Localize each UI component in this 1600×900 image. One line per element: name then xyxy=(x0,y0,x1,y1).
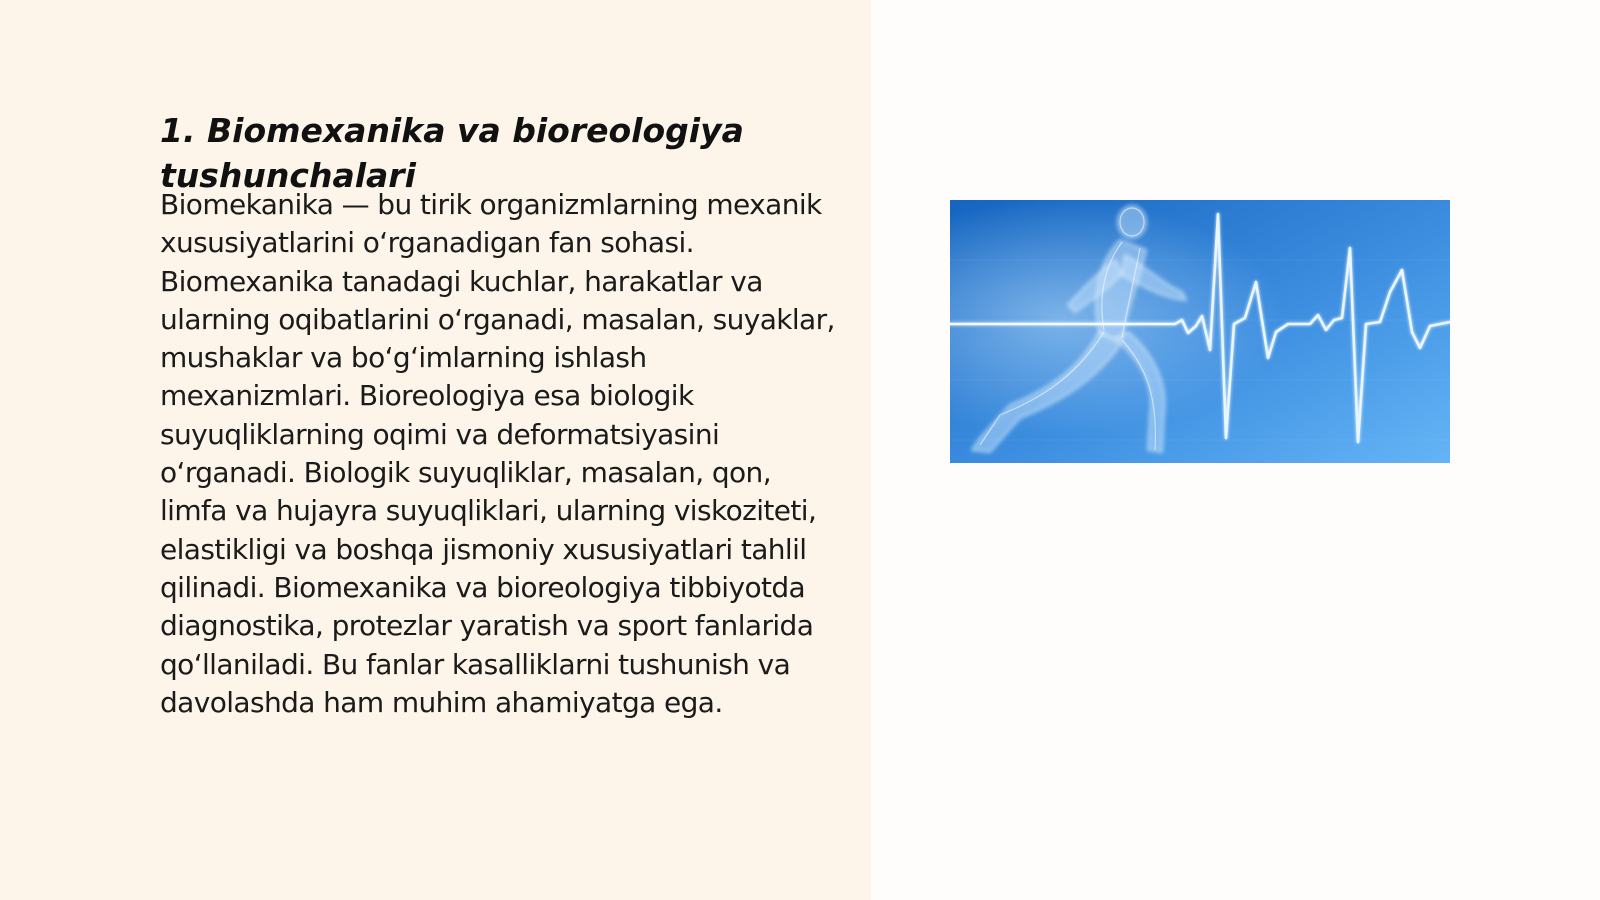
slide-body-text: Biomekanika — bu tirik organizmlarning mexanik xususiyatlarini o‘rganadigan fan sohasi. Biomexanika tanadagi kuchlar, harakatlar va ularning oqibatlarini o‘rganadi, masalan, suyaklar, mushaklar va bo‘g‘imlarning ishlash mexanizmlari. Bioreologiya esa biologik suyuqliklarning oqimi va deformatsiyasini o‘rganadi. Biologik suyuqliklar, masalan, qon, limfa va hujayra suyuqliklari, ularning viskoziteti, elastikligi va boshqa jismoniy xususiyatlari tahlil qilinadi. Biomexanika va bioreologiya tibbiyotda diagnostika, protezlar yaratish va sport fanlarida qo‘llaniladi. Bu fanlar kasalliklarni tushunish va davolashda ham muhim ahamiyatga ega. xyxy=(160,188,835,719)
running-figure-heartbeat-icon xyxy=(950,200,1450,463)
slide-title: 1. Biomexanika va bioreologiya tushunchalari xyxy=(160,111,744,195)
